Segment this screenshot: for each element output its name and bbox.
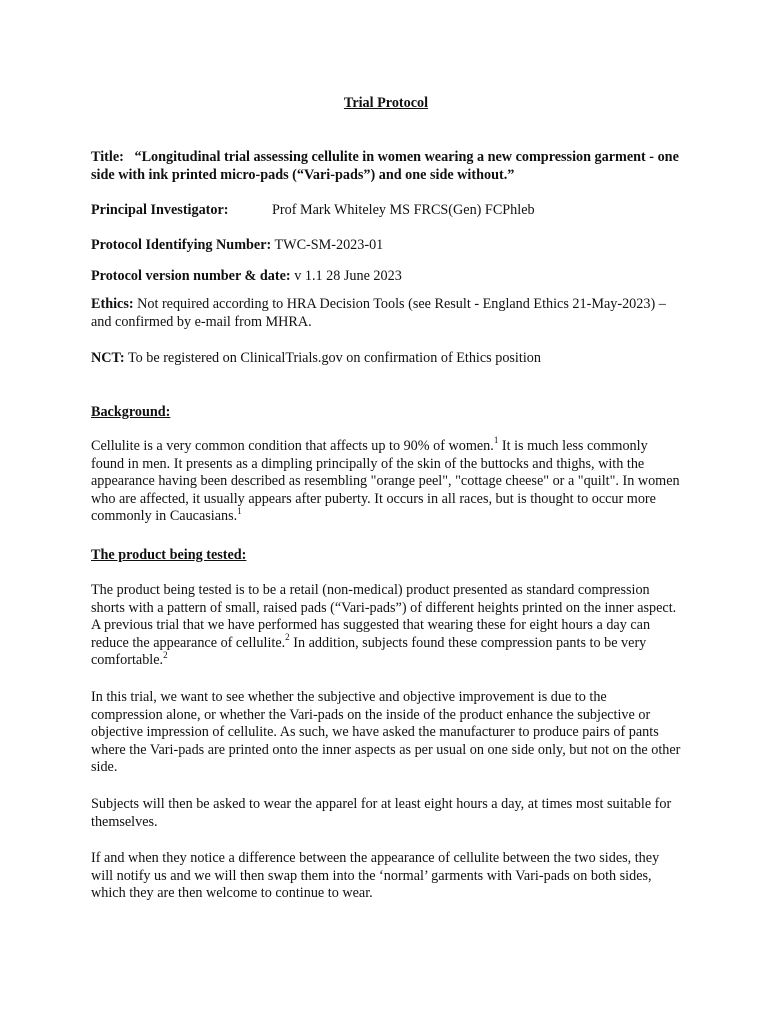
protocol-id-label: Protocol Identifying Number: xyxy=(91,237,272,253)
product-text-a: The product being tested is to be a retail (non-medical) product presented as standard compression shorts with a pattern of small, raised pads (“Vari-pads”) of different heights printed on the inner aspect. A previous trial that we have performed has suggested that wearing these for eight hours a day can reduce the appearance of cellulite. xyxy=(91,582,677,651)
ethics xyxy=(91,296,681,331)
protocol-version-label: Protocol version number & date: xyxy=(91,268,291,284)
protocol-id-value: TWC-SM-2023-01 xyxy=(274,237,384,253)
background-paragraph xyxy=(91,435,681,526)
trial-title-text: “Longitudinal trial assessing cellulite in women wearing a new compression garment - one side with ink printed micro-pads (“Vari-pads”) and one side without.” xyxy=(91,149,679,183)
product-paragraph-1 xyxy=(91,582,681,670)
principal-investigator-label: Principal Investigator: xyxy=(91,202,229,218)
principal-investigator-value: Prof Mark Whiteley MS FRCS(Gen) FCPhleb xyxy=(272,202,535,218)
trial-title xyxy=(91,149,681,184)
protocol-identifying-number xyxy=(91,237,681,255)
background-text-b: It is much less commonly found in men. It presents as a dimpling principally of the skin of the buttocks and thighs, with the appearance having been described as resembling "orange peel", "cottage cheese" or a "quilt". In women who are affected, it usually appears after puberty. It occurs in all races, but is thought to occur more commonly in Caucasians. xyxy=(91,438,680,525)
nct-label: NCT: xyxy=(91,350,125,366)
document-page xyxy=(91,0,681,1024)
protocol-version xyxy=(91,268,681,286)
document-title: Trial Protocol xyxy=(343,95,429,111)
reference-marker: 2 xyxy=(285,632,290,643)
reference-marker: 2 xyxy=(163,649,168,660)
product-text-b: In addition, subjects found these compression pants to be very comfortable. xyxy=(91,634,647,669)
ethics-label: Ethics: xyxy=(91,296,134,312)
product-paragraph-3: Subjects will then be asked to wear the apparel for at least eight hours a day, at times most suitable for themselves. xyxy=(91,796,672,830)
trial-title-label: Title: xyxy=(91,149,124,165)
background-heading: Background: xyxy=(91,404,171,420)
principal-investigator xyxy=(91,202,681,220)
product-paragraph-2: In this trial, we want to see whether the subjective and objective improvement is due to the compression alone, or whether the Vari-pads on the inside of the product enhance the subjective or objective impression of cellulite. As such, we have asked the manufacturer to produce pairs of pants where the Vari-pads are printed onto the inner aspects as per usual on one side only, but not on the other side. xyxy=(91,689,681,776)
nct xyxy=(91,350,681,368)
background-text-a: Cellulite is a very common condition that affects up to 90% of women. xyxy=(91,438,494,454)
protocol-version-value: v 1.1 28 June 2023 xyxy=(294,268,402,284)
nct-value: To be registered on ClinicalTrials.gov on confirmation of Ethics position xyxy=(127,350,541,366)
product-heading: The product being tested: xyxy=(91,547,247,563)
product-paragraph-4: If and when they notice a difference between the appearance of cellulite between the two sides, they will notify us and we will then swap them into the ‘normal’ garments with Vari-pads on both sides, which they are then welcome to continue to wear. xyxy=(91,850,660,902)
reference-marker: 1 xyxy=(237,505,242,516)
ethics-value: Not required according to HRA Decision Tools (see Result - England Ethics 21-May-2023) – and confirmed by e-mail from MHRA. xyxy=(91,296,666,330)
reference-marker: 1 xyxy=(493,435,499,446)
